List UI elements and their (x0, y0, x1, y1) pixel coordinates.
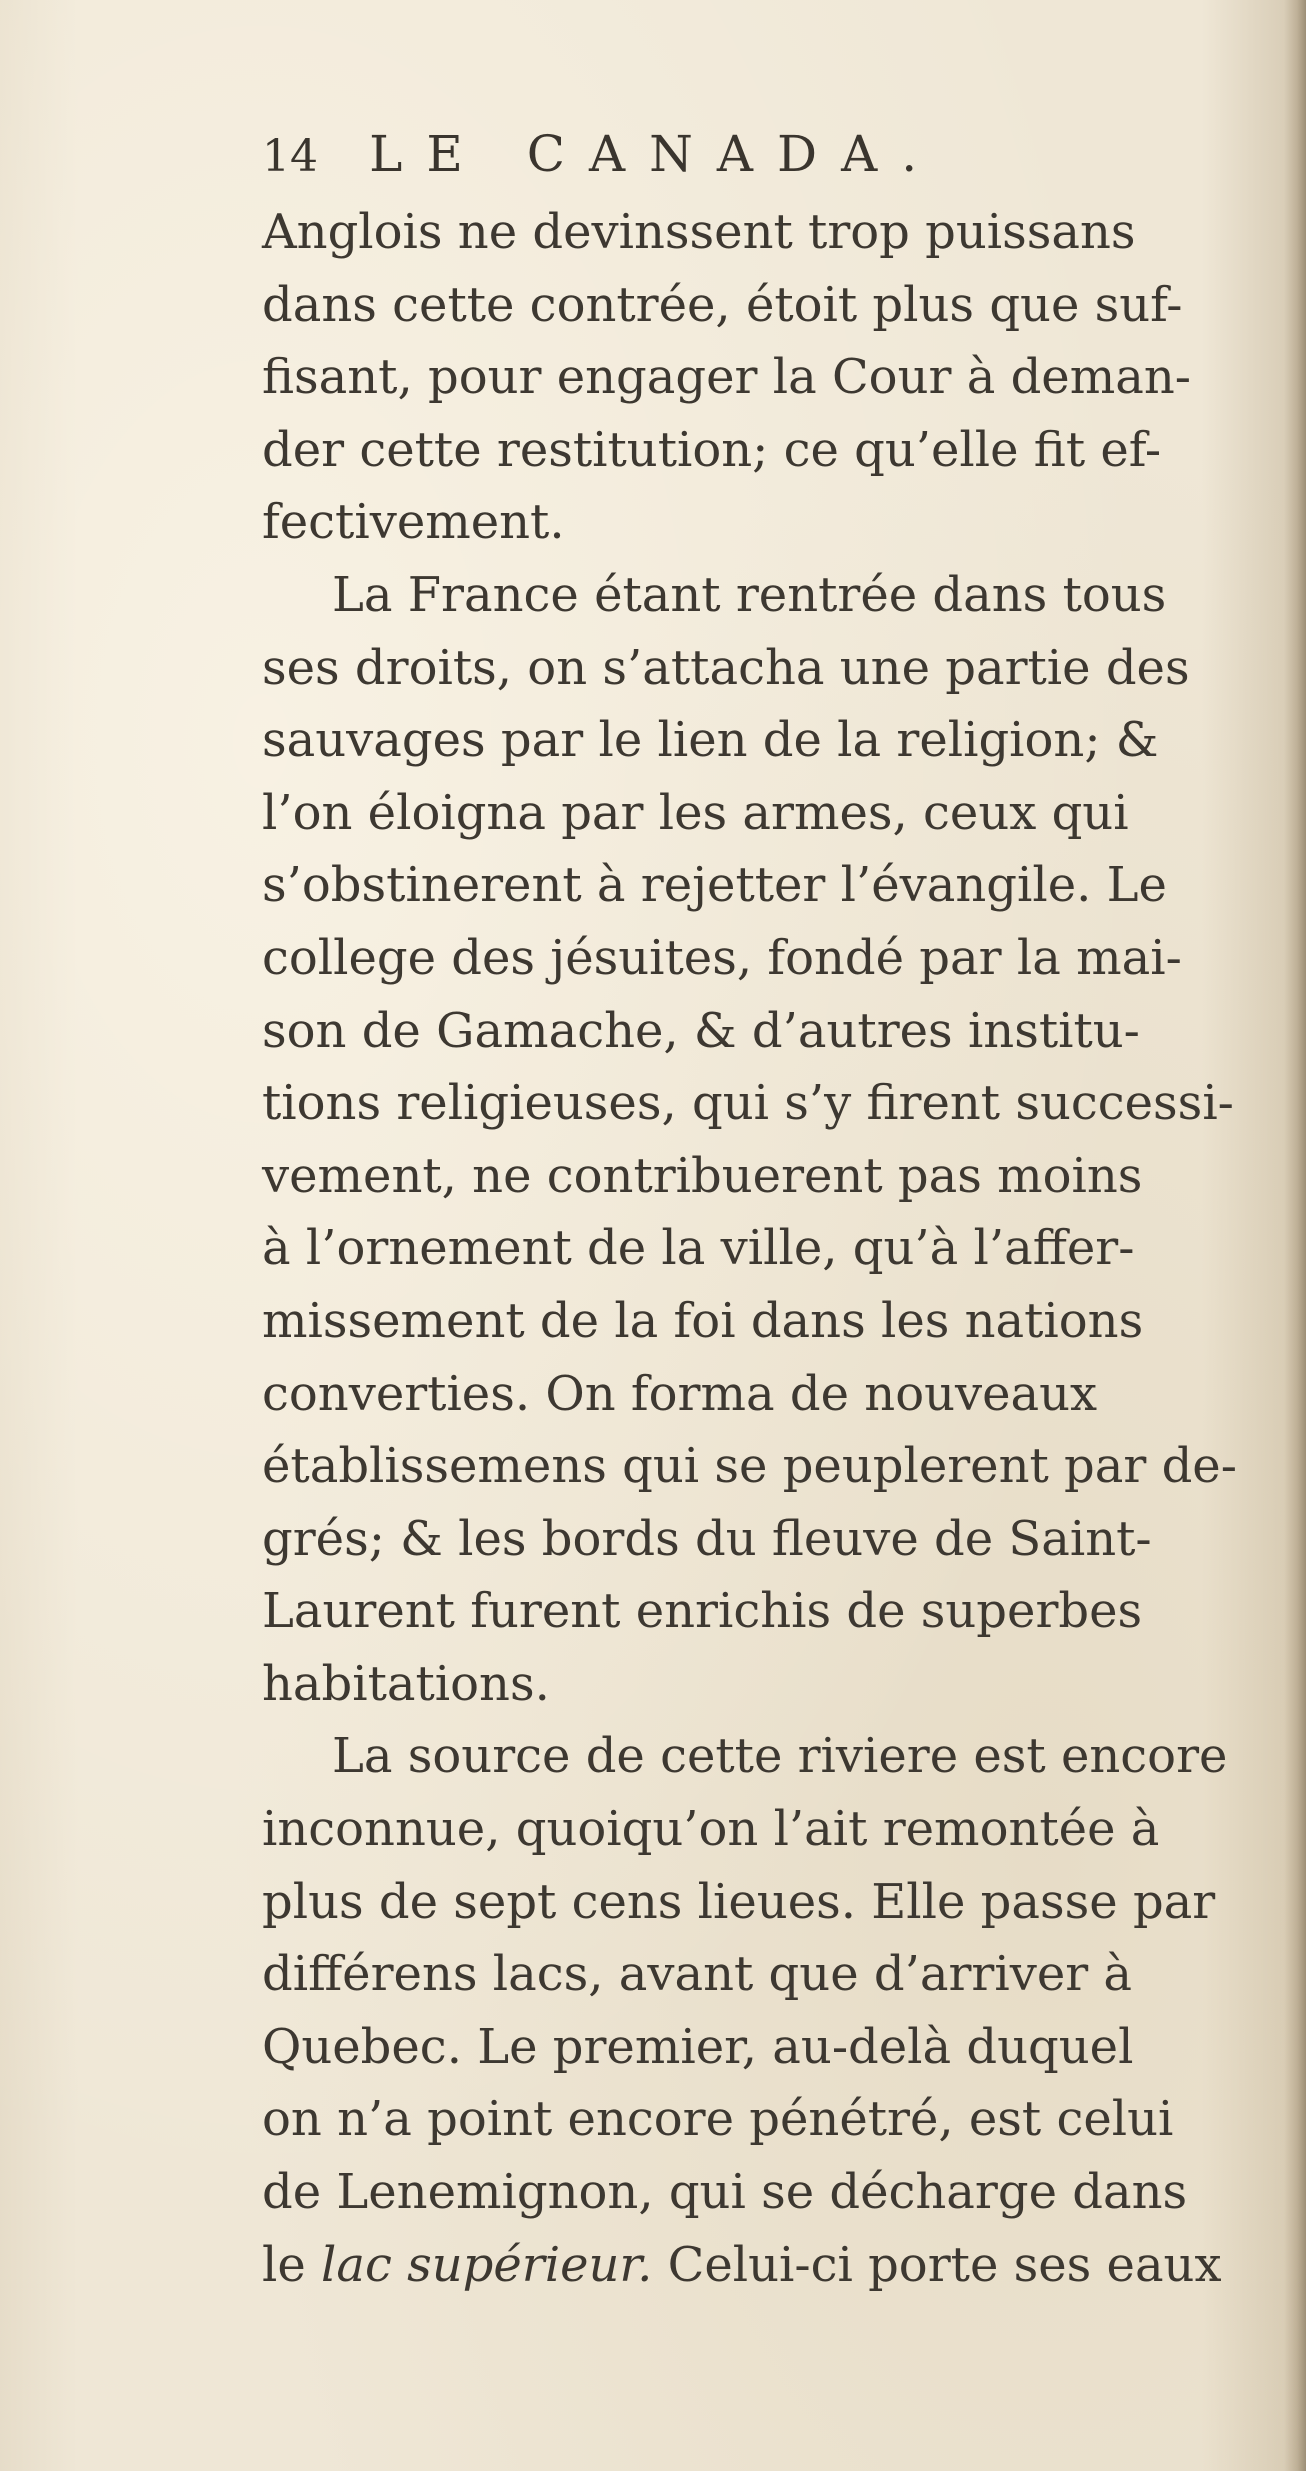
italic-lake-name: lac supérieur. (321, 2236, 653, 2293)
text-line: Anglois ne devinssent trop puissans (262, 204, 1136, 260)
text-line: à l’ornement de la ville, qu’à l’affer- (262, 1220, 1135, 1277)
text-line: son de Gamache, & d’autres institu- (262, 1002, 1140, 1059)
text-line: Laurent furent enrichis de superbes (262, 1583, 1143, 1640)
text-line: dans cette contrée, étoit plus que suf- (262, 276, 1183, 333)
running-title: LE CANADA. (369, 125, 942, 183)
paragraph-start-line: La France étant rentrée dans tous (332, 566, 1167, 623)
text-line: Quebec. Le premier, au-delà duquel (262, 2018, 1134, 2075)
page-number: 14 (262, 131, 318, 182)
page-edge-shadow (1284, 0, 1306, 2471)
text-line: habitations. (262, 1655, 550, 1712)
text-line: s’obstinerent à rejetter l’évangile. Le (262, 857, 1167, 914)
text-line: converties. On forma de nouveaux (262, 1365, 1098, 1422)
text-line: inconnue, quoiqu’on l’ait remontée à (262, 1801, 1160, 1858)
text-line: ses droits, on s’attacha une partie des (262, 639, 1190, 696)
text-line: grés; & les bords du fleuve de Saint- (262, 1510, 1152, 1567)
text-line: établissemens qui se peuplerent par de- (262, 1438, 1237, 1495)
last-line-before: le (262, 2236, 322, 2293)
text-line: missement de la foi dans les nations (262, 1292, 1144, 1349)
text-line: college des jésuites, fondé par la mai- (262, 929, 1182, 986)
running-head (262, 118, 1082, 188)
text-line: de Lenemignon, qui se décharge dans (262, 2164, 1188, 2221)
text-line: plus de sept cens lieues. Elle passe par (262, 1873, 1216, 1930)
last-line-after: Celui-ci porte ses eaux (652, 2236, 1222, 2293)
text-line: vement, ne contribuerent pas moins (262, 1147, 1143, 1204)
text-body (262, 196, 1252, 2301)
text-line: on n’a point encore pénétré, est celui (262, 2091, 1174, 2148)
text-line: sauvages par le lien de la religion; & (262, 712, 1159, 769)
text-line: tions religieuses, qui s’y firent successi- (262, 1075, 1234, 1132)
paragraph-start-line: La source de cette riviere est encore (332, 1728, 1228, 1785)
text-line: différens lacs, avant que d’arriver à (262, 1946, 1133, 2003)
last-text-line (262, 2229, 1252, 2302)
text-line: fectivement. (262, 494, 565, 551)
text-line: l’on éloigna par les armes, ceux qui (262, 784, 1129, 841)
text-line: fisant, pour engager la Cour à deman- (262, 349, 1191, 406)
text-line: der cette restitution; ce qu’elle fit ef- (262, 421, 1162, 478)
